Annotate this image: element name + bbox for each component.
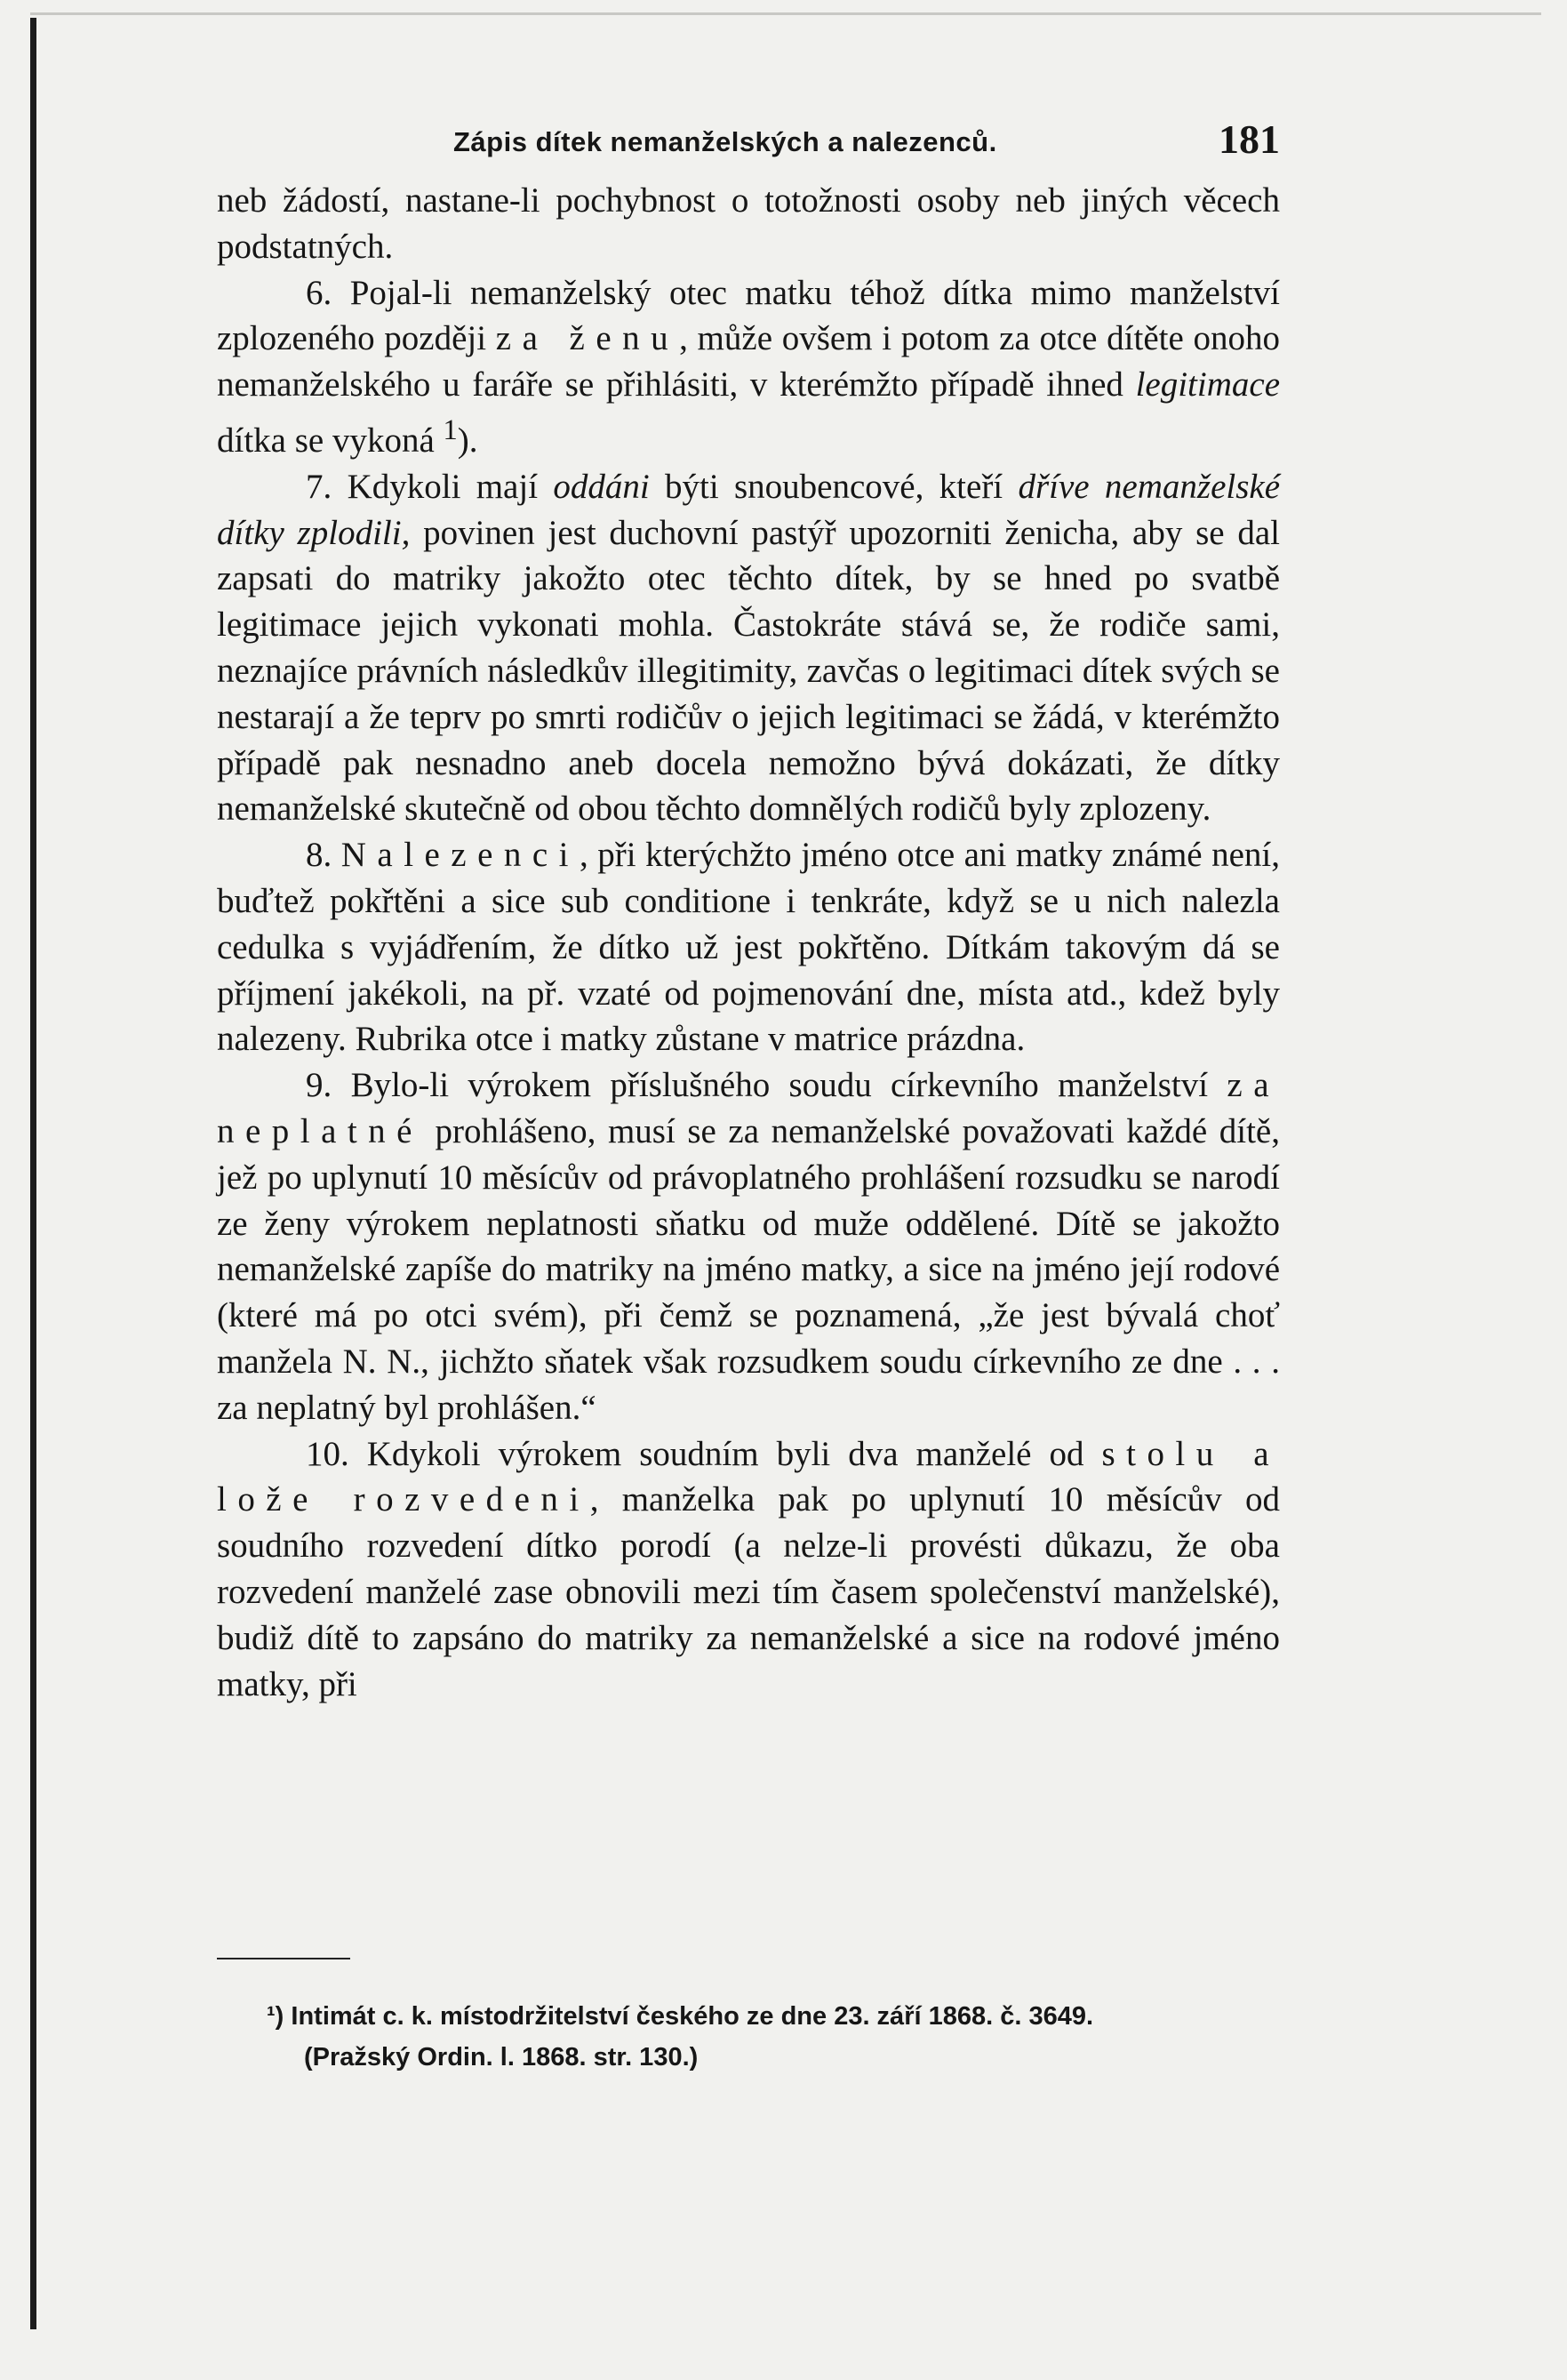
text-segment: povinen jest duchovní pastýř upozorniti ženicha, aby se dal zapsati do matriky jakožto otec těchto dítek, by se hned po svatbě legitimace jejich vykonati mohla. Častokráte stává se, že rodiče sami, neznajíce právních následkův illegitimity, zavčas o legitimaci dítek svých se nestarají a že teprv po smrti rodičův o jejich legitimaci se žádá, v kterémžto případě pak nesnadno aneb docela nemožno bývá dokázati, že dítky nemanželské skutečně od obou těchto domnělých rodičů byly zplozeny. xyxy=(217,513,1280,829)
text-segment: neb žádostí, nastane-li pochybnost o totožnosti osoby neb jiných věcech podstatných. xyxy=(217,181,1280,266)
footnote xyxy=(267,1996,1280,2078)
text-segment: 1 xyxy=(443,413,458,446)
text-segment: za neplatné xyxy=(217,1066,1280,1150)
text-segment: býti snoubencové, kteří xyxy=(649,467,1019,506)
running-header-title: Zápis dítek nemanželských a nalezenců. xyxy=(453,126,997,157)
text-segment: stolu a lože rozvedeni xyxy=(217,1434,1280,1519)
text-segment: 9. Bylo-li výrokem příslušného soudu církevního manželství xyxy=(306,1066,1227,1105)
paragraph-p10 xyxy=(217,1431,1280,1708)
footnote-line-2: (Pražský Ordin. l. 1868. str. 130.) xyxy=(304,2043,699,2071)
text-segment: ). xyxy=(457,421,478,460)
text-segment: Nalezenci xyxy=(340,836,580,875)
body-text xyxy=(217,178,1280,1707)
text-segment: prohlášeno, musí se za nemanželské považovati každé dítě, jež po uplynutí 10 měsícův od právoplatného prohlášení rozsudku se narodí ze ženy výrokem neplatnosti sňatku od muže oddělené. Dítě se jakožto nemanželské zapíše do matriky na jméno matky, a sice na jméno její rodové (které má po otci svém), při čemž se poznamená, „že jest bývalá choť manžela N. N., jichžto sňatek však rozsudkem soudu církevního ze dne . . . za neplatný byl prohlášen.“ xyxy=(217,1111,1280,1427)
running-header xyxy=(453,116,1280,169)
text-segment: legitimace xyxy=(1135,365,1280,405)
footnote-line-1: Intimát c. k. místodržitelství českého ze dne 23. září 1868. č. 3649. xyxy=(291,2002,1094,2031)
text-segment: 10. Kdykoli výrokem soudním byli dva manželé od xyxy=(306,1434,1102,1473)
page-binding-edge xyxy=(30,18,36,2329)
text-segment: oddáni xyxy=(553,467,650,506)
text-segment: , může ovšem i potom za otce dítěte onoho nemanželského u faráře se přihlásiti, v kterémžto případě ihned xyxy=(217,319,1280,405)
text-segment: dříve nemanželské dítky zplodili, xyxy=(217,467,1281,552)
paragraph-p0 xyxy=(217,178,1280,270)
text-segment: 6. Pojal-li nemanželský otec matku téhož dítka mimo manželství zplozeného později xyxy=(217,273,1280,358)
text-segment: za ženu xyxy=(495,319,680,358)
paragraph-p8 xyxy=(217,832,1280,1062)
footnote-separator xyxy=(217,1958,350,1959)
text-segment: 7. Kdykoli mají xyxy=(306,467,554,506)
page-number: 181 xyxy=(1219,116,1280,162)
paragraph-p9 xyxy=(217,1062,1280,1430)
page-top-edge xyxy=(30,12,1541,15)
paragraph-p6 xyxy=(217,270,1280,464)
text-segment: , manželka pak po uplynutí 10 měsícův od soudního rozvedení dítko porodí (a nelze-li provésti důkazu, že oba rozvedení manželé zase obnovili mezi tím časem společenství manželské), budiž dítě to zapsáno do matriky za nemanželské a sice na rodové jméno matky, při xyxy=(217,1480,1280,1703)
text-segment: , při kterýchžto jméno otce ani matky známé není, buďtež pokřtěni a sice sub conditione i tenkráte, když se u nich nalezla cedulka s vyjádřením, že dítko už jest pokřtěno. Dítkám takovým dá se příjmení jakékoli, na př. vzaté od pojmenování dne, místa atd., kdež byly nalezeny. Rubrika otce i matky zůstane v matrice prázdna. xyxy=(217,836,1280,1059)
paragraph-p7 xyxy=(217,464,1280,832)
text-segment: dítka se vykoná xyxy=(217,421,444,460)
footnote-marker: ¹) xyxy=(267,2002,284,2031)
text-segment: 8. xyxy=(306,836,341,875)
